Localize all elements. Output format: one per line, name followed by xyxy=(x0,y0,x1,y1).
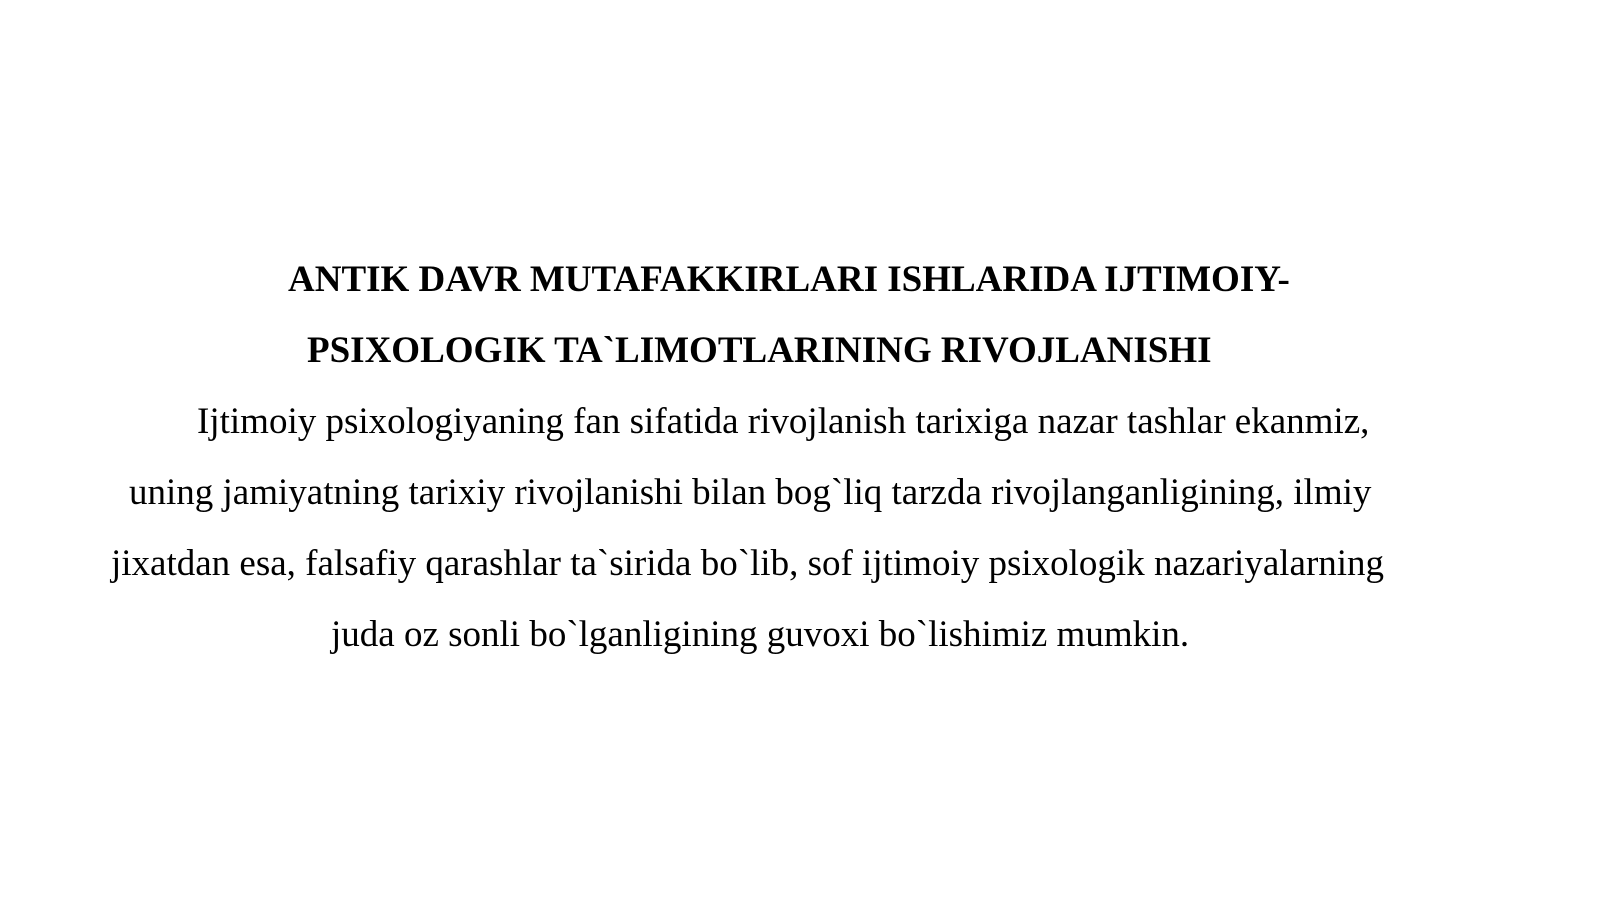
paragraph-line-4: juda oz sonli bo`lganligining guvoxi bo`lishimiz mumkin. xyxy=(331,614,1190,655)
title-line-2: PSIXOLOGIK TA`LIMOTLARINING RIVOJLANISHI xyxy=(307,330,1212,371)
title-line-1: ANTIK DAVR MUTAFAKKIRLARI ISHLARIDA IJTIMOIY- xyxy=(288,259,1290,300)
paragraph-line-3: jixatdan esa, falsafiy qarashlar ta`sirida bo`lib, sof ijtimoiy psixologik nazariyalarning xyxy=(111,543,1385,584)
paragraph-line-2: uning jamiyatning tarixiy rivojlanishi bilan bog`liq tarzda rivojlanganligining, ilmiy xyxy=(129,472,1372,513)
paragraph-line-1: Ijtimoiy psixologiyaning fan sifatida rivojlanish tarixiga nazar tashlar ekanmiz, xyxy=(197,401,1370,442)
